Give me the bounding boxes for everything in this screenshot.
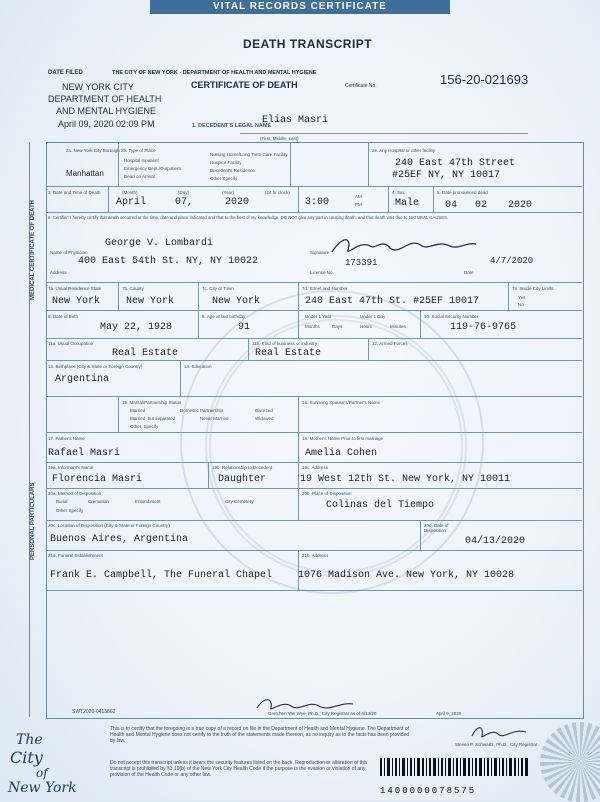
place-option-4: Nursing Home/Long Term Care Facility [210,152,288,157]
disposition-location-label: 20c. Location of Disposition (City & State or Foreign Country) [48,523,170,528]
ssn-label: 10. Social Security Number [424,314,479,319]
disposition-location: Buenos Aires, Argentina [50,534,189,545]
funeral-address-label: 21b. Address [302,553,329,558]
disposition-option-4: City Cemetery [225,499,254,504]
age-value: 91 [238,322,251,333]
agency-line: THE CITY OF NEW YORK - DEPARTMENT OF HEALTH AND MENTAL HYGIENE [112,70,317,76]
sex-label: 4. Sex [392,190,405,195]
birthplace-value: Argentina [55,374,110,385]
death-month: April [116,197,147,208]
document-title: DEATH TRANSCRIPT [243,37,373,51]
marital-label: 15. Marital/Partnership Status [122,400,182,405]
informant-address-label: 19c. Address [302,465,329,470]
pm-option: PM [355,202,362,207]
logo-line-4: New York [8,780,77,796]
under-4: Days [332,324,343,329]
pronounced-label: 5. Date pronounced dead [437,190,488,195]
side-label-death: MEDICAL CERTIFICATE OF DEATH [30,200,36,300]
death-day: 07, [175,197,194,208]
industry-value: Real Estate [255,348,322,359]
registrar-line: Gretchen Van Wye, Ph.D., City Registrar as of 4/13/20 [268,711,377,716]
death-address-label: 2e. Any Hospital or other facility [372,148,436,153]
warning-text: Do not accept this transcript unless it bears the security features listed on the back. Reproduction or alteration of this transcript is prohibited by §3.19(b) of the New York City Health Code if the purpose is the evasion or violation of any provision of the Health Code or any other law. [110,760,368,778]
marital-option-3: Divorced [255,408,273,413]
informant-address: 19 West 12th St. New York, NY 10011 [300,474,511,485]
registrar-signature-2 [470,722,530,742]
pronounced-month: 04 [445,200,458,211]
logo-line-2: City [10,748,43,767]
ssn-value: 119-76-9765 [450,322,517,333]
certify-text: This is to certify that the foregoing is a true copy of a record on file in the Department of Health and Mental Hygiene. The Department of Health and Mental Hygiene does not certify to the truth of the statements made thereon, as no inquiry as to the facts has been provided by law. [110,726,410,744]
place-option-5: Hospice Facility [210,160,242,165]
under-3: Months [305,324,320,329]
place-option-6: Decedent's Residence [210,168,255,173]
sex-value: Male [395,198,420,209]
occupation-label: 11a. Usual Occupation [48,341,94,346]
logo-line-3: of [36,766,48,780]
sign-date: 4/7/2020 [490,256,534,266]
under-2: Under 1 Day [360,314,386,319]
decedent-label: 1. DECEDENT'S LEGAL NAME [192,123,272,129]
barcode-number: 1400000078575 [380,786,477,796]
marital-option-5: Never Married [200,416,229,421]
informant-label: 19a. Informant's Name [48,465,94,470]
disposition-place: Colinas del Tiempo [326,500,435,511]
dob-label: 8. Date of Birth [48,314,79,319]
physician-address-label: Address [50,270,67,275]
physician-address: 400 East 54th St. NY, NY 10022 [78,256,259,267]
res-street: 240 East 47th St. #25EF 10017 [305,296,480,307]
barcode [380,758,530,784]
res-street-label: 7d. Street and Number [302,286,348,291]
dob-value: May 22, 1928 [100,322,173,333]
pronounced-year: 2020 [508,200,533,211]
death-time: 3:00 [305,197,330,208]
relationship-value: Daughter [218,474,267,485]
logo-line-1: The [16,732,43,748]
filed-agency-1: NEW YORK CITY [62,82,134,92]
place-type-label: 2b. Type of Place [121,148,156,153]
side-label-personal: PERSONAL PARTICULARS [30,482,36,560]
decedent-name: Elias Masri [262,115,329,126]
disposition-option-3: Entombment [135,499,161,504]
res-city: New York [212,296,261,307]
marital-option-7: Other, Specify [130,424,159,429]
disposition-label: 20a. Method of Disposition [48,491,102,496]
place-option-7: Other Specify [210,176,238,181]
res-city-label: 7c. City or Town [202,286,234,291]
marital-option-2: Domestic Partnership [180,408,224,413]
relationship-label: 19b. Relationship to Decedent [212,465,273,470]
am-option: AM [355,194,362,199]
res-state: New York [52,296,101,307]
spouse-label: 16. Surviving Spouse's/Partner's Name [302,400,381,405]
city-of-new-york-logo [0,728,90,800]
footer-date: April 9, 2020 [436,711,462,716]
signature-label: Signature [310,250,330,255]
mother-value: Amelia Cohen [305,448,378,459]
physician-signature [330,232,480,260]
funeral-value: Frank E. Campbell, The Funeral Chapel [50,570,273,581]
disposition-date: 04/13/2020 [465,536,526,547]
mother-label: 18. Mother's Name Prior to first marriage [302,436,384,441]
place-option-2: Emergency Dept./Outpatient [124,166,181,171]
marital-option-1: Married [130,408,146,413]
res-county: New York [126,296,175,307]
funeral-address: 1076 Madison Ave. New York, NY 10028 [298,570,515,581]
license-number: 173391 [345,258,378,268]
father-label: 17. Father's Name [48,436,85,441]
disposition-date-label: 20d. Date of Disposition [424,523,449,533]
city-limits-yes: Yes [518,295,526,300]
day-label: (Day) [178,190,189,195]
disposition-option-5: Other Specify [56,508,84,513]
vital-records-banner: VITAL RECORDS CERTIFICATE [150,0,450,14]
death-address-line1: 240 East 47th Street [395,158,516,169]
physician-name: George V. Lombardi [105,238,214,249]
death-address-line2: #25EF NY, NY 10017 [392,170,501,181]
physician-label: Name of Physician [50,250,88,255]
certificate-no-label: Certificate No. [345,83,377,89]
certificate-heading: CERTIFICATE OF DEATH [191,80,298,90]
certifier-text: 6. Certifier: I hereby certify that death occurred at the time, date and place indicated and that to the best of my knowledge. DO NOT give any part in causing death, and that death was due to NATURAL CAUSES. [48,215,449,220]
filed-agency-3: AND MENTAL HYGIENE [56,106,157,116]
place-option-1: Hospital Inpatient [124,158,159,163]
under-6: Minutes [390,324,406,329]
borough-value: Manhattan [66,169,104,178]
license-label: License No. [310,270,334,275]
father-value: Rafael Masri [48,448,121,459]
industry-label: 11b. Kind of business or industry [252,341,317,346]
city-limits-label: 7e. Inside City Limits [512,286,554,291]
armed-label: 12. Armed Forces [372,341,408,346]
month-label: (Month) [122,190,138,195]
education-label: 14. Education [184,364,212,369]
res-county-label: 7b. County [122,286,144,291]
sign-date-label: Date [464,270,474,275]
occupation-value: Real Estate [112,348,179,359]
certificate-number: 156-20-021693 [440,72,529,87]
disposition-place-label: 20b. Place of Disposition [302,491,352,496]
age-label: 9. Age at last birthday [202,314,246,319]
registrar-name: Steven P. Schwartz, Ph.D., City Registrar [455,742,538,747]
filed-agency-2: DEPARTMENT OF HEALTH [48,94,162,104]
death-year: 2020 [225,197,250,208]
time-label: (24 hr clock) [265,190,290,195]
birthplace-label: 13. Birthplace (City & State or Foreign Country) [48,364,143,369]
marital-option-6: Widowed [255,416,274,421]
under-5: Hours [360,324,373,329]
date-filed-label: DATE FILED [48,70,83,76]
disposition-option-2: Cremation [88,499,109,504]
date-time-label: 3. Date and Time of Death [48,190,101,195]
form-frame [46,142,584,719]
pronounced-day: 02 [475,200,488,211]
borough-label: 2a. New York City Borough [66,148,120,153]
place-option-3: Dead on Arrival [124,174,155,179]
informant-value: Florencia Masri [52,474,143,485]
year-label: (Year) [222,190,235,195]
marital-option-4: Married, but separated [130,416,176,421]
footer-code: SWT2020-0413862 [72,709,116,715]
city-limits-no: No [518,302,524,307]
under-1: Under 1 Year [305,314,332,319]
funeral-label: 21a. Funeral Establishment [48,553,103,558]
res-state-label: 7a. Usual Residence State [48,286,102,291]
disposition-option-1: Burial [56,499,68,504]
decedent-name-sub: (First, Middle, Last) [260,136,299,141]
filed-datetime: April 09, 2020 02:09 PM [58,119,155,129]
